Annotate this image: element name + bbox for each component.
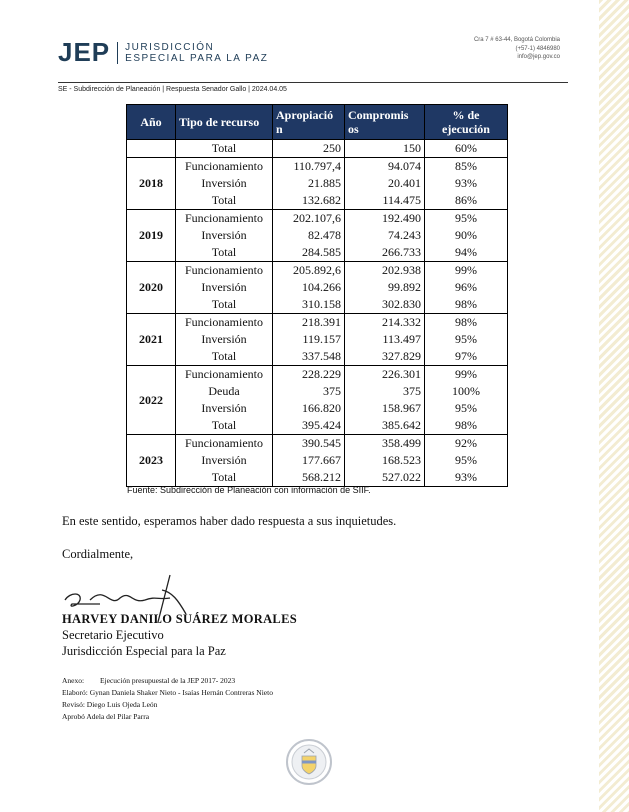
year-cell: 2023 <box>127 435 176 487</box>
year-cell: 2020 <box>127 262 176 314</box>
signer-role: Secretario Ejecutivo <box>62 628 164 642</box>
compromisos-cell: 99.892 <box>345 279 425 296</box>
colombia-seal-icon <box>285 738 333 786</box>
tipo-cell: Total <box>176 244 273 262</box>
salutation: Cordialmente, <box>62 547 134 561</box>
header-cell: Compromis os <box>345 105 425 140</box>
table-row <box>127 175 508 192</box>
apropiacion-cell: 390.545 <box>273 435 345 453</box>
tipo-cell: Funcionamiento <box>176 262 273 280</box>
ejecucion-cell: 96% <box>425 279 508 296</box>
apropiacion-cell: 110.797,4 <box>273 158 345 176</box>
apropiacion-cell: 568.212 <box>273 469 345 487</box>
table-row <box>127 158 508 176</box>
ejecucion-cell: 85% <box>425 158 508 176</box>
jep-logo <box>58 37 268 68</box>
elaboro-line: Elaboró: Gynan Daniela Shaker Nieto - Isaías Hernán Contreras Nieto <box>62 688 273 697</box>
ejecucion-cell: 94% <box>425 244 508 262</box>
table-row <box>127 140 508 158</box>
compromisos-cell: 327.829 <box>345 348 425 366</box>
table-source-note: Fuente: Subdirección de Planeación con información de SIIF. <box>127 485 371 495</box>
tipo-cell: Total <box>176 348 273 366</box>
ejecucion-cell: 93% <box>425 469 508 487</box>
table-row <box>127 348 508 366</box>
tipo-cell: Funcionamiento <box>176 366 273 384</box>
apropiacion-cell: 395.424 <box>273 417 345 435</box>
tipo-cell: Funcionamiento <box>176 314 273 332</box>
table-row <box>127 296 508 314</box>
annex-value: Ejecución presupuestal de la JEP 2017- 2023 <box>99 676 236 685</box>
table-row <box>127 331 508 348</box>
tipo-cell: Inversión <box>176 400 273 417</box>
compromisos-cell: 375 <box>345 383 425 400</box>
compromisos-cell: 527.022 <box>345 469 425 487</box>
compromisos-cell: 302.830 <box>345 296 425 314</box>
compromisos-cell: 202.938 <box>345 262 425 280</box>
tipo-cell: Funcionamiento <box>176 210 273 228</box>
apropiacion-cell: 132.682 <box>273 192 345 210</box>
compromisos-cell: 214.332 <box>345 314 425 332</box>
year-cell: 2022 <box>127 366 176 435</box>
ejecucion-cell: 98% <box>425 314 508 332</box>
table-row <box>127 383 508 400</box>
compromisos-cell: 266.733 <box>345 244 425 262</box>
tipo-cell: Total <box>176 192 273 210</box>
closing-paragraph: En este sentido, esperamos haber dado respuesta a sus inquietudes. <box>62 514 397 528</box>
header-cell: % de ejecución <box>425 105 508 140</box>
compromisos-cell: 226.301 <box>345 366 425 384</box>
side-decorative-pattern <box>599 0 629 812</box>
ejecucion-cell: 92% <box>425 435 508 453</box>
tipo-cell: Total <box>176 296 273 314</box>
table-row <box>127 417 508 435</box>
ejecucion-cell: 98% <box>425 417 508 435</box>
year-cell: 2021 <box>127 314 176 366</box>
compromisos-cell: 168.523 <box>345 452 425 469</box>
tipo-cell: Deuda <box>176 383 273 400</box>
ejecucion-cell: 90% <box>425 227 508 244</box>
compromisos-cell: 158.967 <box>345 400 425 417</box>
table-row <box>127 262 508 280</box>
compromisos-cell: 358.499 <box>345 435 425 453</box>
logo-line-2: ESPECIAL PARA LA PAZ <box>125 52 269 64</box>
logo-divider <box>117 42 118 64</box>
ejecucion-cell: 100% <box>425 383 508 400</box>
header-divider <box>58 82 568 83</box>
table-row <box>127 435 508 453</box>
logo-mark: JEP <box>58 37 111 67</box>
tipo-cell: Funcionamiento <box>176 158 273 176</box>
apropiacion-cell: 205.892,6 <box>273 262 345 280</box>
logo-line-1: JURISDICCIÓN <box>125 41 215 53</box>
tipo-cell: Total <box>176 469 273 487</box>
compromisos-cell: 150 <box>345 140 425 158</box>
ejecucion-cell: 86% <box>425 192 508 210</box>
tipo-cell: Inversión <box>176 175 273 192</box>
contact-info <box>474 36 560 62</box>
apropiacion-cell: 228.229 <box>273 366 345 384</box>
header-cell: Apropiació n <box>273 105 345 140</box>
signer-organization: Jurisdicción Especial para la Paz <box>62 644 226 658</box>
apropiacion-cell: 375 <box>273 383 345 400</box>
ejecucion-cell: 95% <box>425 331 508 348</box>
apropiacion-cell: 202.107,6 <box>273 210 345 228</box>
ejecucion-cell: 98% <box>425 296 508 314</box>
tipo-cell: Total <box>176 417 273 435</box>
apropiacion-cell: 21.885 <box>273 175 345 192</box>
apropiacion-cell: 119.157 <box>273 331 345 348</box>
ejecucion-cell: 95% <box>425 210 508 228</box>
table-row <box>127 210 508 228</box>
tipo-cell: Inversión <box>176 227 273 244</box>
ejecucion-cell: 95% <box>425 452 508 469</box>
table-row <box>127 192 508 210</box>
contact-address: Cra 7 # 63-44, Bogotá Colombia <box>473 37 560 43</box>
apropiacion-cell: 284.585 <box>273 244 345 262</box>
table-row <box>127 452 508 469</box>
compromisos-cell: 94.074 <box>345 158 425 176</box>
year-cell <box>127 140 176 158</box>
compromisos-cell: 74.243 <box>345 227 425 244</box>
table-row <box>127 244 508 262</box>
tipo-cell: Inversión <box>176 452 273 469</box>
table-row <box>127 227 508 244</box>
compromisos-cell: 192.490 <box>345 210 425 228</box>
apropiacion-cell: 250 <box>273 140 345 158</box>
tipo-cell: Funcionamiento <box>176 435 273 453</box>
ejecucion-cell: 97% <box>425 348 508 366</box>
annex-label: Anexo: <box>62 676 85 685</box>
apropiacion-cell: 310.158 <box>273 296 345 314</box>
tipo-cell: Inversión <box>176 331 273 348</box>
budget-execution-table <box>126 104 508 487</box>
apropiacion-cell: 82.478 <box>273 227 345 244</box>
compromisos-cell: 113.497 <box>345 331 425 348</box>
tipo-cell: Inversión <box>176 279 273 296</box>
year-cell: 2018 <box>127 158 176 210</box>
apropiacion-cell: 177.667 <box>273 452 345 469</box>
compromisos-cell: 114.475 <box>345 192 425 210</box>
apropiacion-cell: 337.548 <box>273 348 345 366</box>
table-row <box>127 314 508 332</box>
apropiacion-cell: 218.391 <box>273 314 345 332</box>
table-row <box>127 279 508 296</box>
logo-text <box>125 42 268 64</box>
ejecucion-cell: 93% <box>425 175 508 192</box>
annex-line <box>62 676 235 685</box>
tipo-cell: Total <box>176 140 273 158</box>
reference-line: SE - Subdirección de Planeación | Respuesta Senador Gallo | 2024.04.05 <box>58 86 287 93</box>
apropiacion-cell: 104.266 <box>273 279 345 296</box>
reviso-line: Revisó: Diego Luis Ojeda León <box>62 700 158 709</box>
table-header-row <box>127 105 508 140</box>
contact-phone: (+57-1) 4846980 <box>515 45 560 52</box>
header-cell: Tipo de recurso <box>176 105 273 140</box>
table-row <box>127 400 508 417</box>
contact-email: info@jep.gov.co <box>517 54 560 60</box>
signer-name: HARVEY DANILO SUÁREZ MORALES <box>62 612 297 626</box>
ejecucion-cell: 99% <box>425 262 508 280</box>
apropiacion-cell: 166.820 <box>273 400 345 417</box>
header-cell: Año <box>127 105 176 140</box>
aprobo-line: Aprobó Adela del Pilar Parra <box>62 712 150 721</box>
year-cell: 2019 <box>127 210 176 262</box>
ejecucion-cell: 99% <box>425 366 508 384</box>
ejecucion-cell: 95% <box>425 400 508 417</box>
ejecucion-cell: 60% <box>425 140 508 158</box>
table-row <box>127 469 508 487</box>
table-row <box>127 366 508 384</box>
compromisos-cell: 385.642 <box>345 417 425 435</box>
compromisos-cell: 20.401 <box>345 175 425 192</box>
